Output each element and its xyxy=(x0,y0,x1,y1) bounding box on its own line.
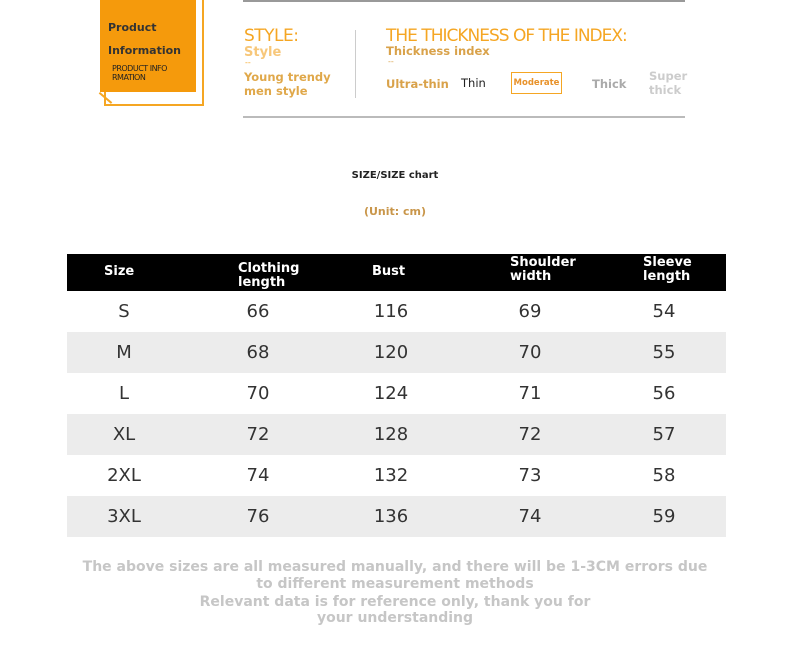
table-cell: 70 xyxy=(246,383,270,404)
size-chart-unit: (Unit: cm) xyxy=(363,205,427,218)
table-cell: 124 xyxy=(373,383,409,404)
table-cell: 120 xyxy=(373,342,409,363)
header-bust: Bust xyxy=(372,264,406,279)
table-cell: 55 xyxy=(652,342,676,363)
table-row xyxy=(67,414,726,455)
table-cell: 54 xyxy=(652,301,676,322)
style-subtitle: Style xyxy=(244,45,282,60)
thickness-option-thin: Thin xyxy=(461,76,486,90)
table-cell: 132 xyxy=(373,465,409,486)
table-cell: 57 xyxy=(652,424,676,445)
badge-line-3: PRODUCT INFO RMATION xyxy=(112,64,167,82)
disclaimer-line-3: Relevant data is for reference only, thank you for xyxy=(199,594,591,610)
top-divider xyxy=(243,0,685,2)
disclaimer-line-4: your understanding xyxy=(316,610,474,626)
thickness-option-ultra-thin: Ultra-thin xyxy=(386,77,449,91)
table-cell: 72 xyxy=(518,424,542,445)
table-cell: 74 xyxy=(518,506,542,527)
table-cell: 73 xyxy=(518,465,542,486)
table-cell: XL xyxy=(112,424,136,445)
size-table-header xyxy=(67,254,726,291)
disclaimer-line-2: to different measurement methods xyxy=(256,576,534,592)
size-table xyxy=(67,254,726,537)
table-cell: 68 xyxy=(246,342,270,363)
table-cell: 56 xyxy=(652,383,676,404)
table-cell: 2XL xyxy=(107,465,141,486)
thickness-option-moderate-selected: Moderate xyxy=(511,72,562,94)
table-cell: 71 xyxy=(518,383,542,404)
table-cell: 59 xyxy=(652,506,676,527)
header-sleeve-length: Sleeve length xyxy=(643,255,692,284)
disclaimer-line-1: The above sizes are all measured manually, and there will be 1-3CM errors due xyxy=(82,559,708,575)
table-cell: 76 xyxy=(246,506,270,527)
table-cell: 58 xyxy=(652,465,676,486)
table-cell: 69 xyxy=(518,301,542,322)
table-cell: 70 xyxy=(518,342,542,363)
table-cell: 66 xyxy=(246,301,270,322)
header-clothing-length: Clothing length xyxy=(238,261,300,290)
style-title: STYLE: xyxy=(244,26,299,46)
badge-line-1: Product xyxy=(108,21,157,34)
table-cell: 74 xyxy=(246,465,270,486)
table-row xyxy=(67,332,726,373)
badge-line-2: Information xyxy=(108,44,181,57)
style-dash: -- xyxy=(245,58,251,67)
table-cell: 136 xyxy=(373,506,409,527)
table-cell: 128 xyxy=(373,424,409,445)
thickness-dash: -- xyxy=(388,57,394,66)
header-bottom-divider xyxy=(243,116,685,118)
thickness-title: THE THICKNESS OF THE INDEX: xyxy=(386,26,627,46)
header-shoulder-width: Shoulder width xyxy=(510,255,576,284)
table-row xyxy=(67,496,726,537)
size-chart-title: SIZE/SIZE chart xyxy=(351,170,439,181)
header-size: Size xyxy=(104,264,135,279)
table-cell: M xyxy=(116,342,132,363)
style-value: Young trendy men style xyxy=(244,70,331,98)
table-cell: L xyxy=(118,383,130,404)
thickness-option-super-thick: Super thick xyxy=(649,69,688,97)
table-cell: 72 xyxy=(246,424,270,445)
section-separator xyxy=(355,30,356,98)
size-table-body xyxy=(67,291,726,537)
table-row xyxy=(67,455,726,496)
thickness-subtitle: Thickness index xyxy=(386,44,490,58)
table-cell: 116 xyxy=(373,301,409,322)
table-cell: 3XL xyxy=(107,506,141,527)
table-row xyxy=(67,291,726,332)
table-row xyxy=(67,373,726,414)
thickness-option-thick: Thick xyxy=(592,77,627,91)
table-cell: S xyxy=(118,301,130,322)
